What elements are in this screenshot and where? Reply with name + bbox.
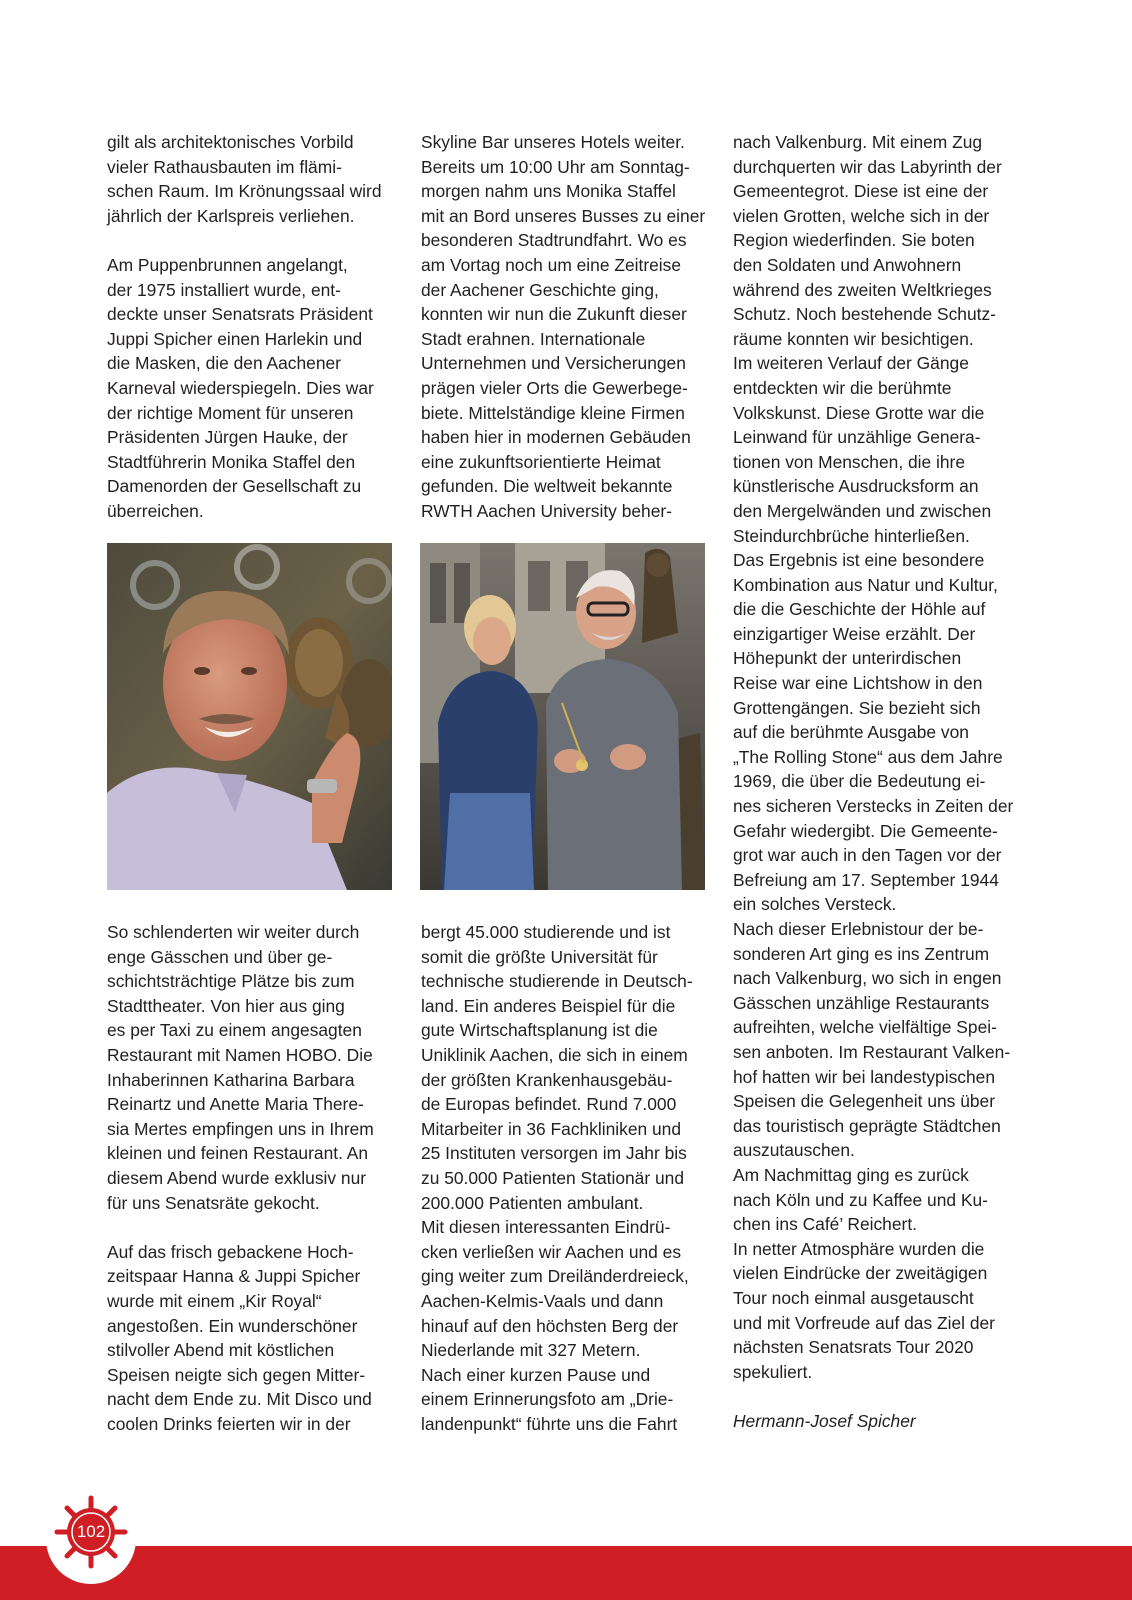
author-signature: Hermann-Josef Spicher — [733, 1410, 916, 1431]
photo-couple-at-fountain — [420, 543, 705, 890]
column-1-lower — [107, 920, 397, 1436]
paragraph-puppenbrunnen: Am Puppenbrunnen angelangt, der 1975 installiert wurde, ent- deckte unser Senatsrats Präsident Juppi Spicher einen Harlekin und die Masken, die den Aachener Karneval wiederspiegeln. Dies war der richtige Moment für unseren Präsidenten Jürgen Hauke, der Stadtführerin Monika Staffel den Damenorden der Gesellschaft zu überreichen. — [107, 254, 374, 521]
page-number: 102 — [76, 1522, 106, 1541]
paragraph-hobo-restaurant: So schlenderten wir weiter durch enge Gässchen und über ge- schichtsträchtige Plätze bis zum Stadttheater. Von hier aus ging es per Taxi zu einem angesagten Restaurant mit Namen HOBO. Die Inhaberinnen Katharina Barbara Reinartz und Anette Maria There- sia Mertes empfingen uns in Ihrem kleinen und feinen Restaurant. An diesem Abend wurde exklusiv nur für uns Senatsräte gekocht. — [107, 922, 374, 1213]
paragraph-valkenburg: nach Valkenburg. Mit einem Zug durchquerten wir das Labyrinth der Gemeentegrot. Diese ist eine der vielen Grotten, welche sich in der Region wiederfinden. Sie boten den Soldaten und Anwohnern während des zweiten Weltkrieges Schutz. Noch bestehende Schutz- räume konnten wir besichtigen. Im weiteren Verlauf der Gänge entdeckten wir die berühmte Volkskunst. Diese Grotte war die Leinwand für unzählige Genera- tionen von Menschen, die ihre künstlerische Ausdrucksform an den Mergelwänden und zwischen Steindurchbrüche hinterließen. Das Ergebnis ist eine besondere Kombination aus Natur und Kultur, die die Geschichte der Höhle auf einzigartiger Weise erzählt. Der Höhepunkt der unterirdischen Reise war eine Lichtshow in den Grottengängen. Sie bezieht sich auf die berühmte Ausgabe von „The Rolling Stone“ aus dem Jahre 1969, die über die Bedeutung ei- nes sicheren Verstecks in Zeiten der Gefahr wiedergibt. Die Gemeente- grot war auch in den Tagen vor der Befreiung am 17. September 1944 ein solches Versteck. Nach dieser Erlebnistour der be- sonderen Art ging es ins Zentrum nach Valkenburg, wo sich in engen Gässchen unzählige Restaurants aufreihten, welche vielfältige Spei- sen anboten. Im Restaurant Valken- hof hatten wir bei landestypischen Speisen die Gelegenheit uns über das touristisch geprägte Städtchen auszutauschen. Am Nachmittag ging es zurück nach Köln und zu Kaffee und Ku- chen ins Café’ Reichert. In netter Atmosphäre wurden die vielen Eindrücke der zweitägigen Tour noch einmal ausgetauscht und mit Vorfreude auf das Ziel der nächsten Senatsrats Tour 2020 spekuliert. — [733, 132, 1014, 1382]
paragraph-karlspreis: gilt als architektonisches Vorbild vieler Rathausbauten im flämi- schen Raum. Im Krönungssaal wird jährlich der Karlspreis verliehen. — [107, 132, 382, 226]
column-1-upper — [107, 130, 397, 524]
paragraph-rwth-dreilaendereck: bergt 45.000 studierende und ist somit die größte Universität für technische studierende in Deutsch- land. Ein anderes Beispiel für die gute Wirtschaftsplanung ist die Uniklinik Aachen, die sich in einem der größten Krankenhausgebäu- de Europas befindet. Rund 7.000 Mitarbeiter in 36 Fachkliniken und 25 Instituten versorgen im Jahr bis zu 50.000 Patienten Stationär und 200.000 Patienten ambulant. Mit diesen interessanten Eindrü- cken verließen wir Aachen und es ging weiter zum Dreiländerdreieck, Aachen-Kelmis-Vaals und dann hinauf auf den höchsten Berg der Niederlande mit 327 Metern. Nach einer kurzen Pause und einem Erinnerungsfoto am „Drie- landenpunkt“ führte uns die Fahrt — [421, 922, 693, 1434]
paragraph-stadtrundfahrt: Skyline Bar unseres Hotels weiter. Bereits um 10:00 Uhr am Sonntag- morgen nahm uns Monika Staffel mit an Bord unseres Busses zu einer besonderen Stadtrundfahrt. Wo es am Vortag noch um eine Zeitreise der Aachener Geschichte ging, konnten wir nun die Zukunft dieser Stadt erahnen. Internationale Unternehmen und Versicherungen prägen vieler Orts die Gewerbege- biete. Mittelständige kleine Firmen haben hier in modernen Gebäuden eine zukunftsorientierte Heimat gefunden. Die weltweit bekannte RWTH Aachen University beher- — [421, 132, 706, 521]
photo-couple-at-fountain-image — [420, 543, 705, 890]
column-2-upper — [421, 130, 711, 524]
photo-man-with-masks-image — [107, 543, 392, 890]
column-3 — [733, 130, 1023, 1433]
photo-man-with-masks — [107, 543, 392, 890]
column-2-lower — [421, 920, 711, 1436]
paragraph-kir-royal: Auf das frisch gebackene Hoch- zeitspaar Hanna & Juppi Spicher wurde mit einem „Kir Royal“ angestoßen. Ein wunderschöner stilvoller Abend mit köstlichen Speisen neigte sich gegen Mitter- nacht dem Ende zu. Mit Disco und coolen Drinks feierten wir in der — [107, 1241, 372, 1434]
footer-bar — [0, 1546, 1132, 1600]
